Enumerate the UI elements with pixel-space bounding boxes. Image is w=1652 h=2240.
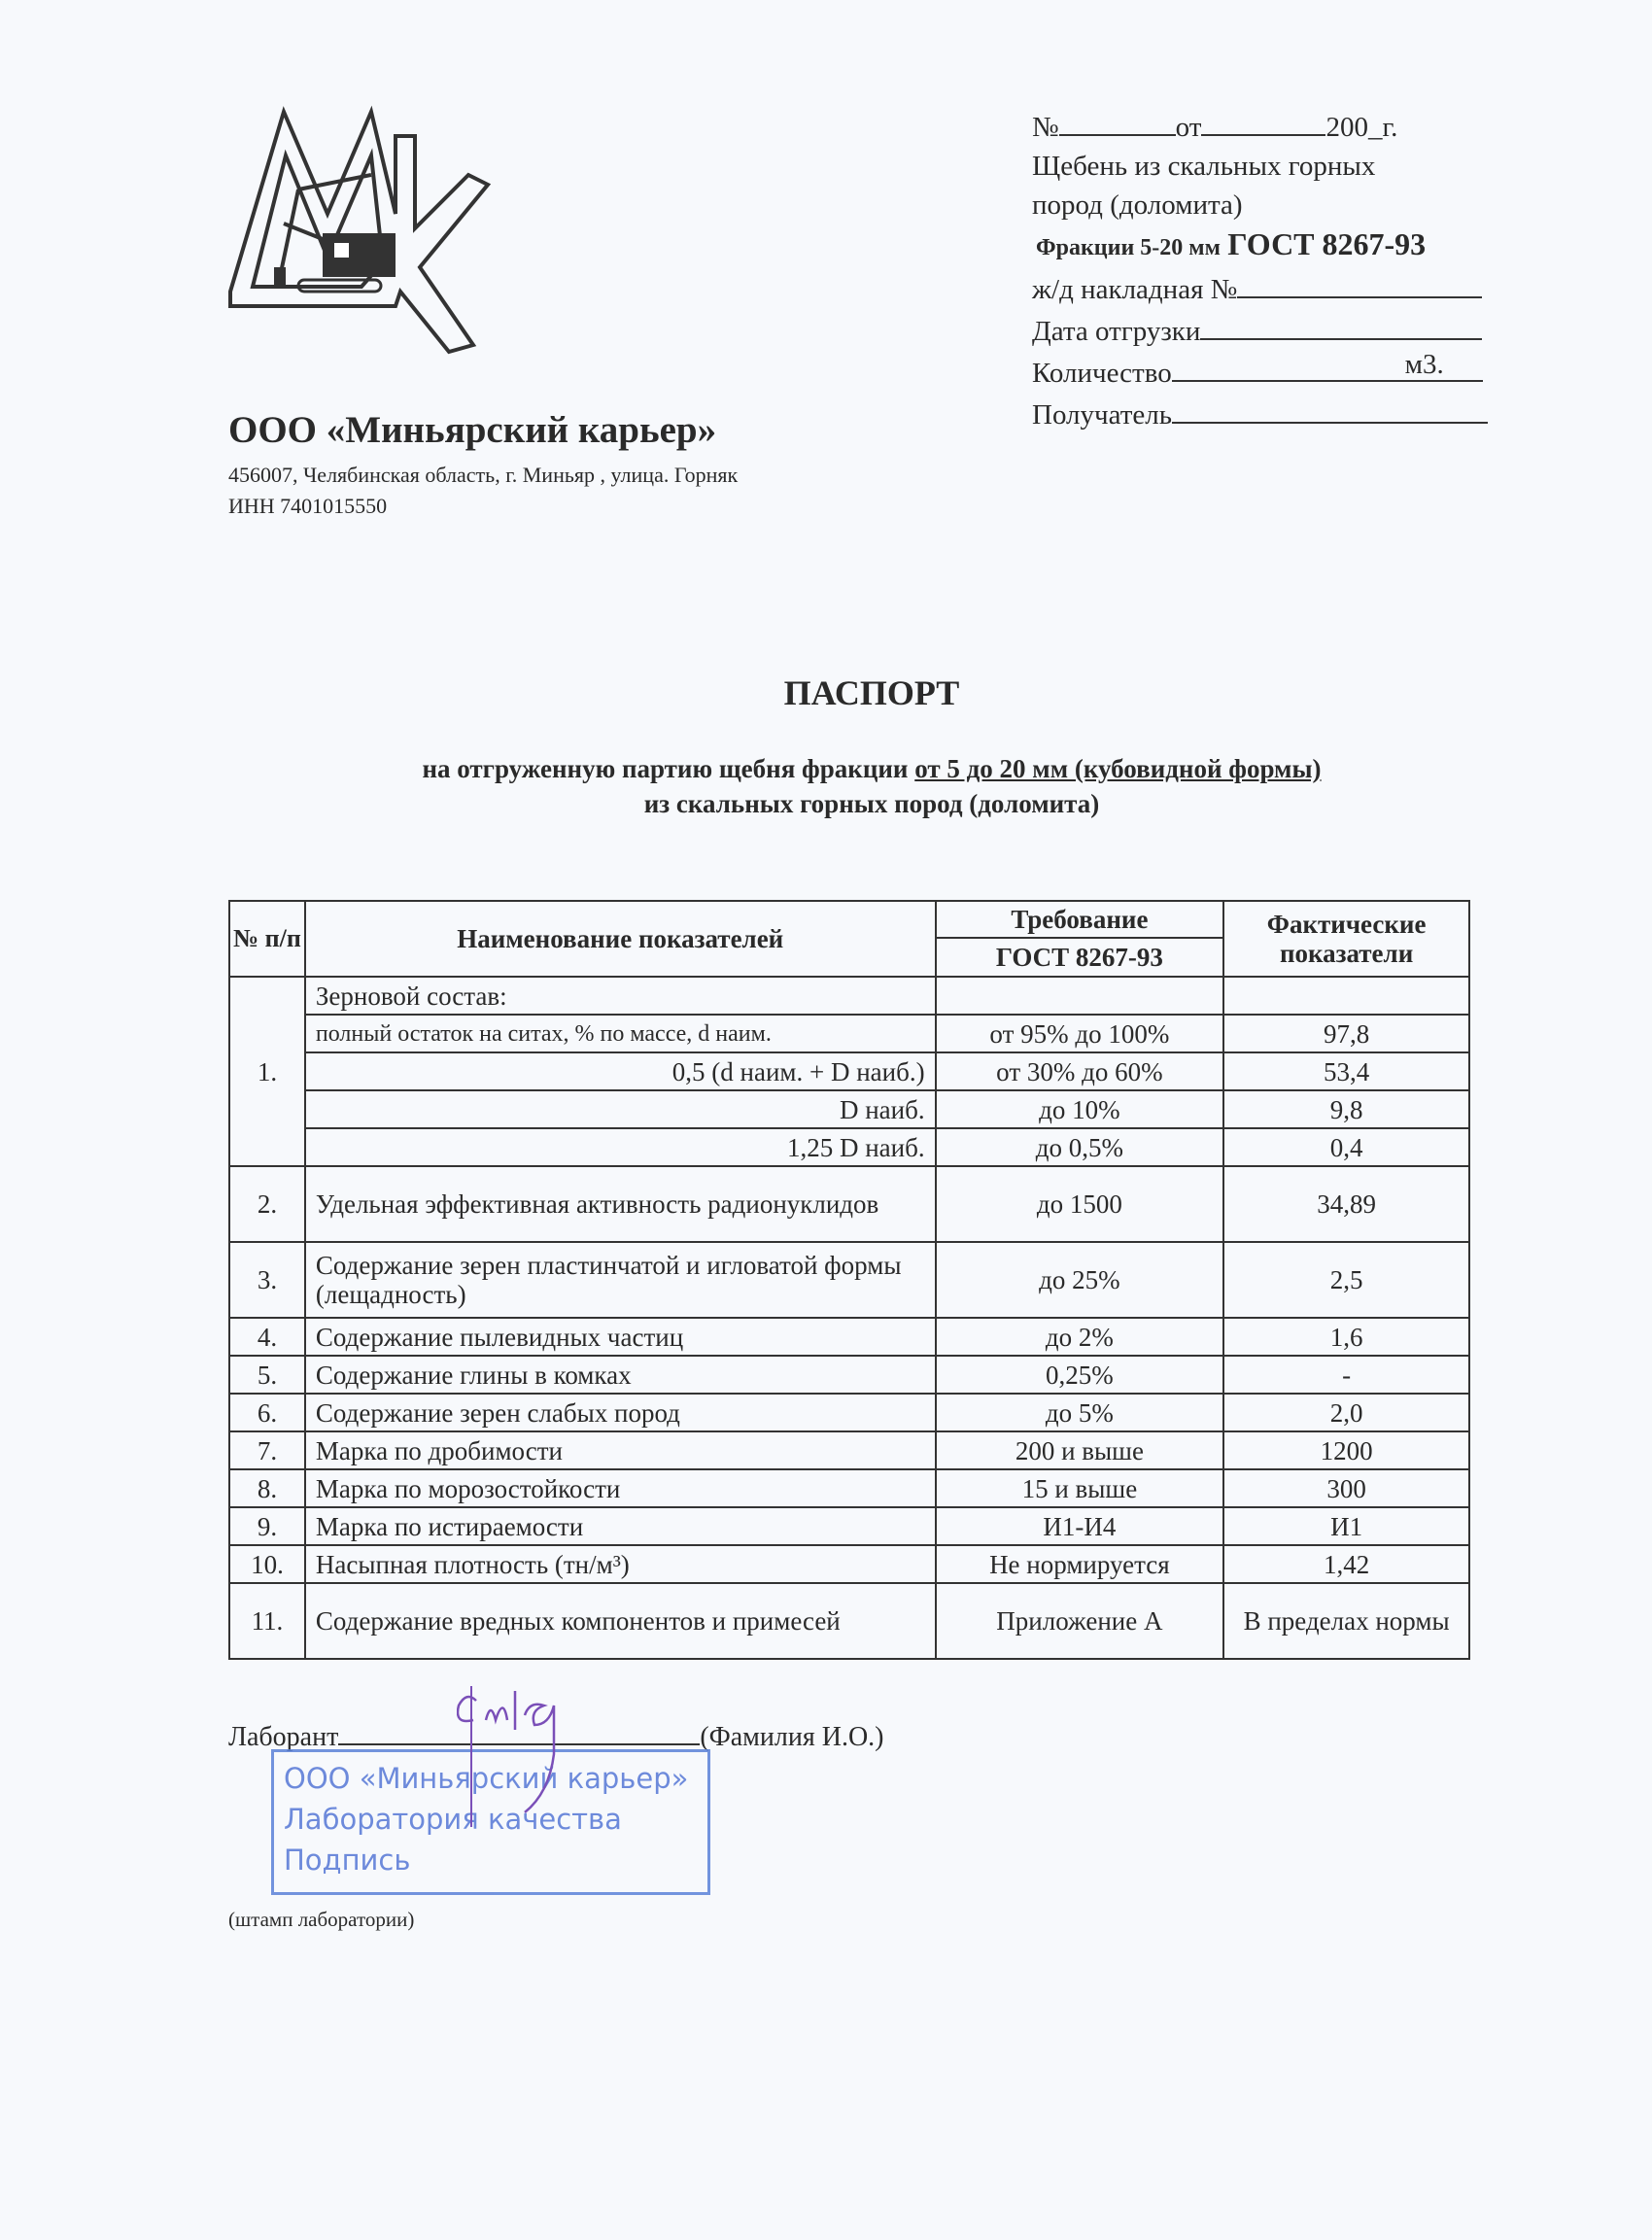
date-field[interactable] — [1201, 105, 1325, 136]
waybill-label: ж/д накладная № — [1032, 274, 1238, 305]
row-req: И1-И4 — [936, 1507, 1224, 1545]
signature-icon — [457, 1671, 593, 1827]
quantity-label: Количество — [1032, 358, 1172, 389]
row-num: 11. — [229, 1583, 305, 1659]
quantity-unit: м3. — [1404, 349, 1444, 380]
table-row — [229, 1318, 1469, 1356]
number-field[interactable] — [1059, 105, 1176, 136]
row-num: 4. — [229, 1318, 305, 1356]
row-req: от 30% до 60% — [936, 1052, 1224, 1090]
row-actual: 300 — [1223, 1469, 1469, 1507]
lab-label: Лаборант — [228, 1722, 339, 1752]
row-actual: 1,6 — [1223, 1318, 1469, 1356]
col-req-header-top: Требование — [936, 901, 1224, 938]
row-num: 3. — [229, 1242, 305, 1318]
recipient-label: Получатель — [1032, 399, 1172, 431]
row-name: Марка по морозостойкости — [305, 1469, 936, 1507]
row-req: до 1500 — [936, 1166, 1224, 1242]
row-num: 6. — [229, 1394, 305, 1431]
passport-table — [228, 900, 1470, 1660]
table-row — [229, 1090, 1469, 1128]
row-req: 0,25% — [936, 1356, 1224, 1394]
row-num: 2. — [229, 1166, 305, 1242]
company-logo — [225, 97, 619, 355]
from-label: от — [1175, 112, 1202, 143]
subtitle-prefix: на отгруженную партию щебня фракции — [422, 754, 915, 783]
row-num: 7. — [229, 1431, 305, 1469]
product-line1: Щебень из скальных горных — [1032, 151, 1376, 182]
row-actual: 53,4 — [1223, 1052, 1469, 1090]
document-subtitle — [0, 754, 1652, 784]
col-actual-header: Фактические показатели — [1223, 901, 1469, 977]
table-row — [229, 1431, 1469, 1469]
row-req: Не нормируется — [936, 1545, 1224, 1583]
ship-date-label: Дата отгрузки — [1032, 316, 1201, 347]
row-name: Содержание зерен пластинчатой и игловатой формы (лещадность) — [305, 1242, 936, 1318]
document-title: ПАСПОРТ — [783, 673, 960, 712]
row-actual: 34,89 — [1223, 1166, 1469, 1242]
table-row — [229, 1545, 1469, 1583]
subtitle-underlined: от 5 до 20 мм (кубовидной формы) — [914, 754, 1322, 783]
row-name: 1,25 D наиб. — [305, 1128, 936, 1166]
name-hint: (Фамилия И.О.) — [700, 1722, 884, 1752]
header-row — [229, 901, 1469, 938]
row-num: 10. — [229, 1545, 305, 1583]
gost-label: ГОСТ 8267-93 — [1227, 226, 1427, 261]
company-address: 456007, Челябинская область, г. Миньяр , улица. Горняк — [228, 463, 739, 487]
col-name-header: Наименование показателей — [305, 901, 936, 977]
table-row — [229, 1469, 1469, 1507]
table-row — [229, 1052, 1469, 1090]
row-num: 1. — [229, 977, 305, 1166]
col-req-header-bottom: ГОСТ 8267-93 — [936, 938, 1224, 977]
row-name: 0,5 (d наим. + D наиб.) — [305, 1052, 936, 1090]
table-row — [229, 1015, 1469, 1052]
row-actual: 1,42 — [1223, 1545, 1469, 1583]
row-name: D наиб. — [305, 1090, 936, 1128]
company-inn: ИНН 7401015550 — [228, 494, 388, 518]
row-actual: 2,0 — [1223, 1394, 1469, 1431]
stamp-line3: Подпись — [284, 1844, 411, 1877]
row-name: Марка по дробимости — [305, 1431, 936, 1469]
row-req: 15 и выше — [936, 1469, 1224, 1507]
row-actual: 2,5 — [1223, 1242, 1469, 1318]
row-name: полный остаток на ситах, % по массе, d наим. — [305, 1015, 936, 1052]
row-req: до 25% — [936, 1242, 1224, 1318]
row-name: Марка по истираемости — [305, 1507, 936, 1545]
row-name: Удельная эффективная активность радионуклидов — [305, 1166, 936, 1242]
table-row — [229, 1583, 1469, 1659]
row-name: Насыпная плотность (тн/м³) — [305, 1545, 936, 1583]
row-name: Содержание пылевидных частиц — [305, 1318, 936, 1356]
table-row — [229, 1356, 1469, 1394]
row-name: Зерновой состав: — [305, 977, 936, 1015]
table-row — [229, 1242, 1469, 1318]
table-row — [229, 977, 1469, 1015]
stamp-line2: Лаборатория качества — [284, 1803, 622, 1836]
table-row — [229, 1507, 1469, 1545]
year-label: 200_г. — [1325, 112, 1398, 143]
quantity-field[interactable] — [1172, 351, 1483, 382]
table-row — [229, 1128, 1469, 1166]
table-row — [229, 1394, 1469, 1431]
row-req: 200 и выше — [936, 1431, 1224, 1469]
fraction-label: Фракции 5-20 мм — [1036, 235, 1221, 260]
col-num-header: № п/п — [229, 901, 305, 977]
row-req: от 95% до 100% — [936, 1015, 1224, 1052]
waybill-field[interactable] — [1237, 267, 1482, 298]
row-actual: И1 — [1223, 1507, 1469, 1545]
company-name: ООО «Миньярский карьер» — [228, 409, 717, 451]
header-block — [1032, 105, 1518, 434]
product-line2: пород (доломита) — [1032, 190, 1243, 221]
row-num: 5. — [229, 1356, 305, 1394]
row-actual: В пределах нормы — [1223, 1583, 1469, 1659]
row-name: Содержание зерен слабых пород — [305, 1394, 936, 1431]
row-req: до 5% — [936, 1394, 1224, 1431]
row-actual: 9,8 — [1223, 1090, 1469, 1128]
row-req: до 0,5% — [936, 1128, 1224, 1166]
recipient-field[interactable] — [1172, 393, 1488, 424]
row-req: до 10% — [936, 1090, 1224, 1128]
row-actual: 0,4 — [1223, 1128, 1469, 1166]
row-req: до 2% — [936, 1318, 1224, 1356]
row-actual: - — [1223, 1356, 1469, 1394]
ship-date-field[interactable] — [1200, 309, 1482, 340]
row-num: 8. — [229, 1469, 305, 1507]
row-name: Содержание глины в комках — [305, 1356, 936, 1394]
document-subtitle-line2: из скальных горных пород (доломита) — [643, 789, 1100, 818]
row-actual: 1200 — [1223, 1431, 1469, 1469]
table-row — [229, 1166, 1469, 1242]
number-label: № — [1032, 112, 1059, 143]
row-name: Содержание вредных компонентов и примесей — [305, 1583, 936, 1659]
stamp-hint: (штамп лаборатории) — [228, 1908, 415, 1931]
row-req: Приложение А — [936, 1583, 1224, 1659]
row-num: 9. — [229, 1507, 305, 1545]
stamp-line1: ООО «Миньярский карьер» — [284, 1762, 689, 1795]
row-actual: 97,8 — [1223, 1015, 1469, 1052]
